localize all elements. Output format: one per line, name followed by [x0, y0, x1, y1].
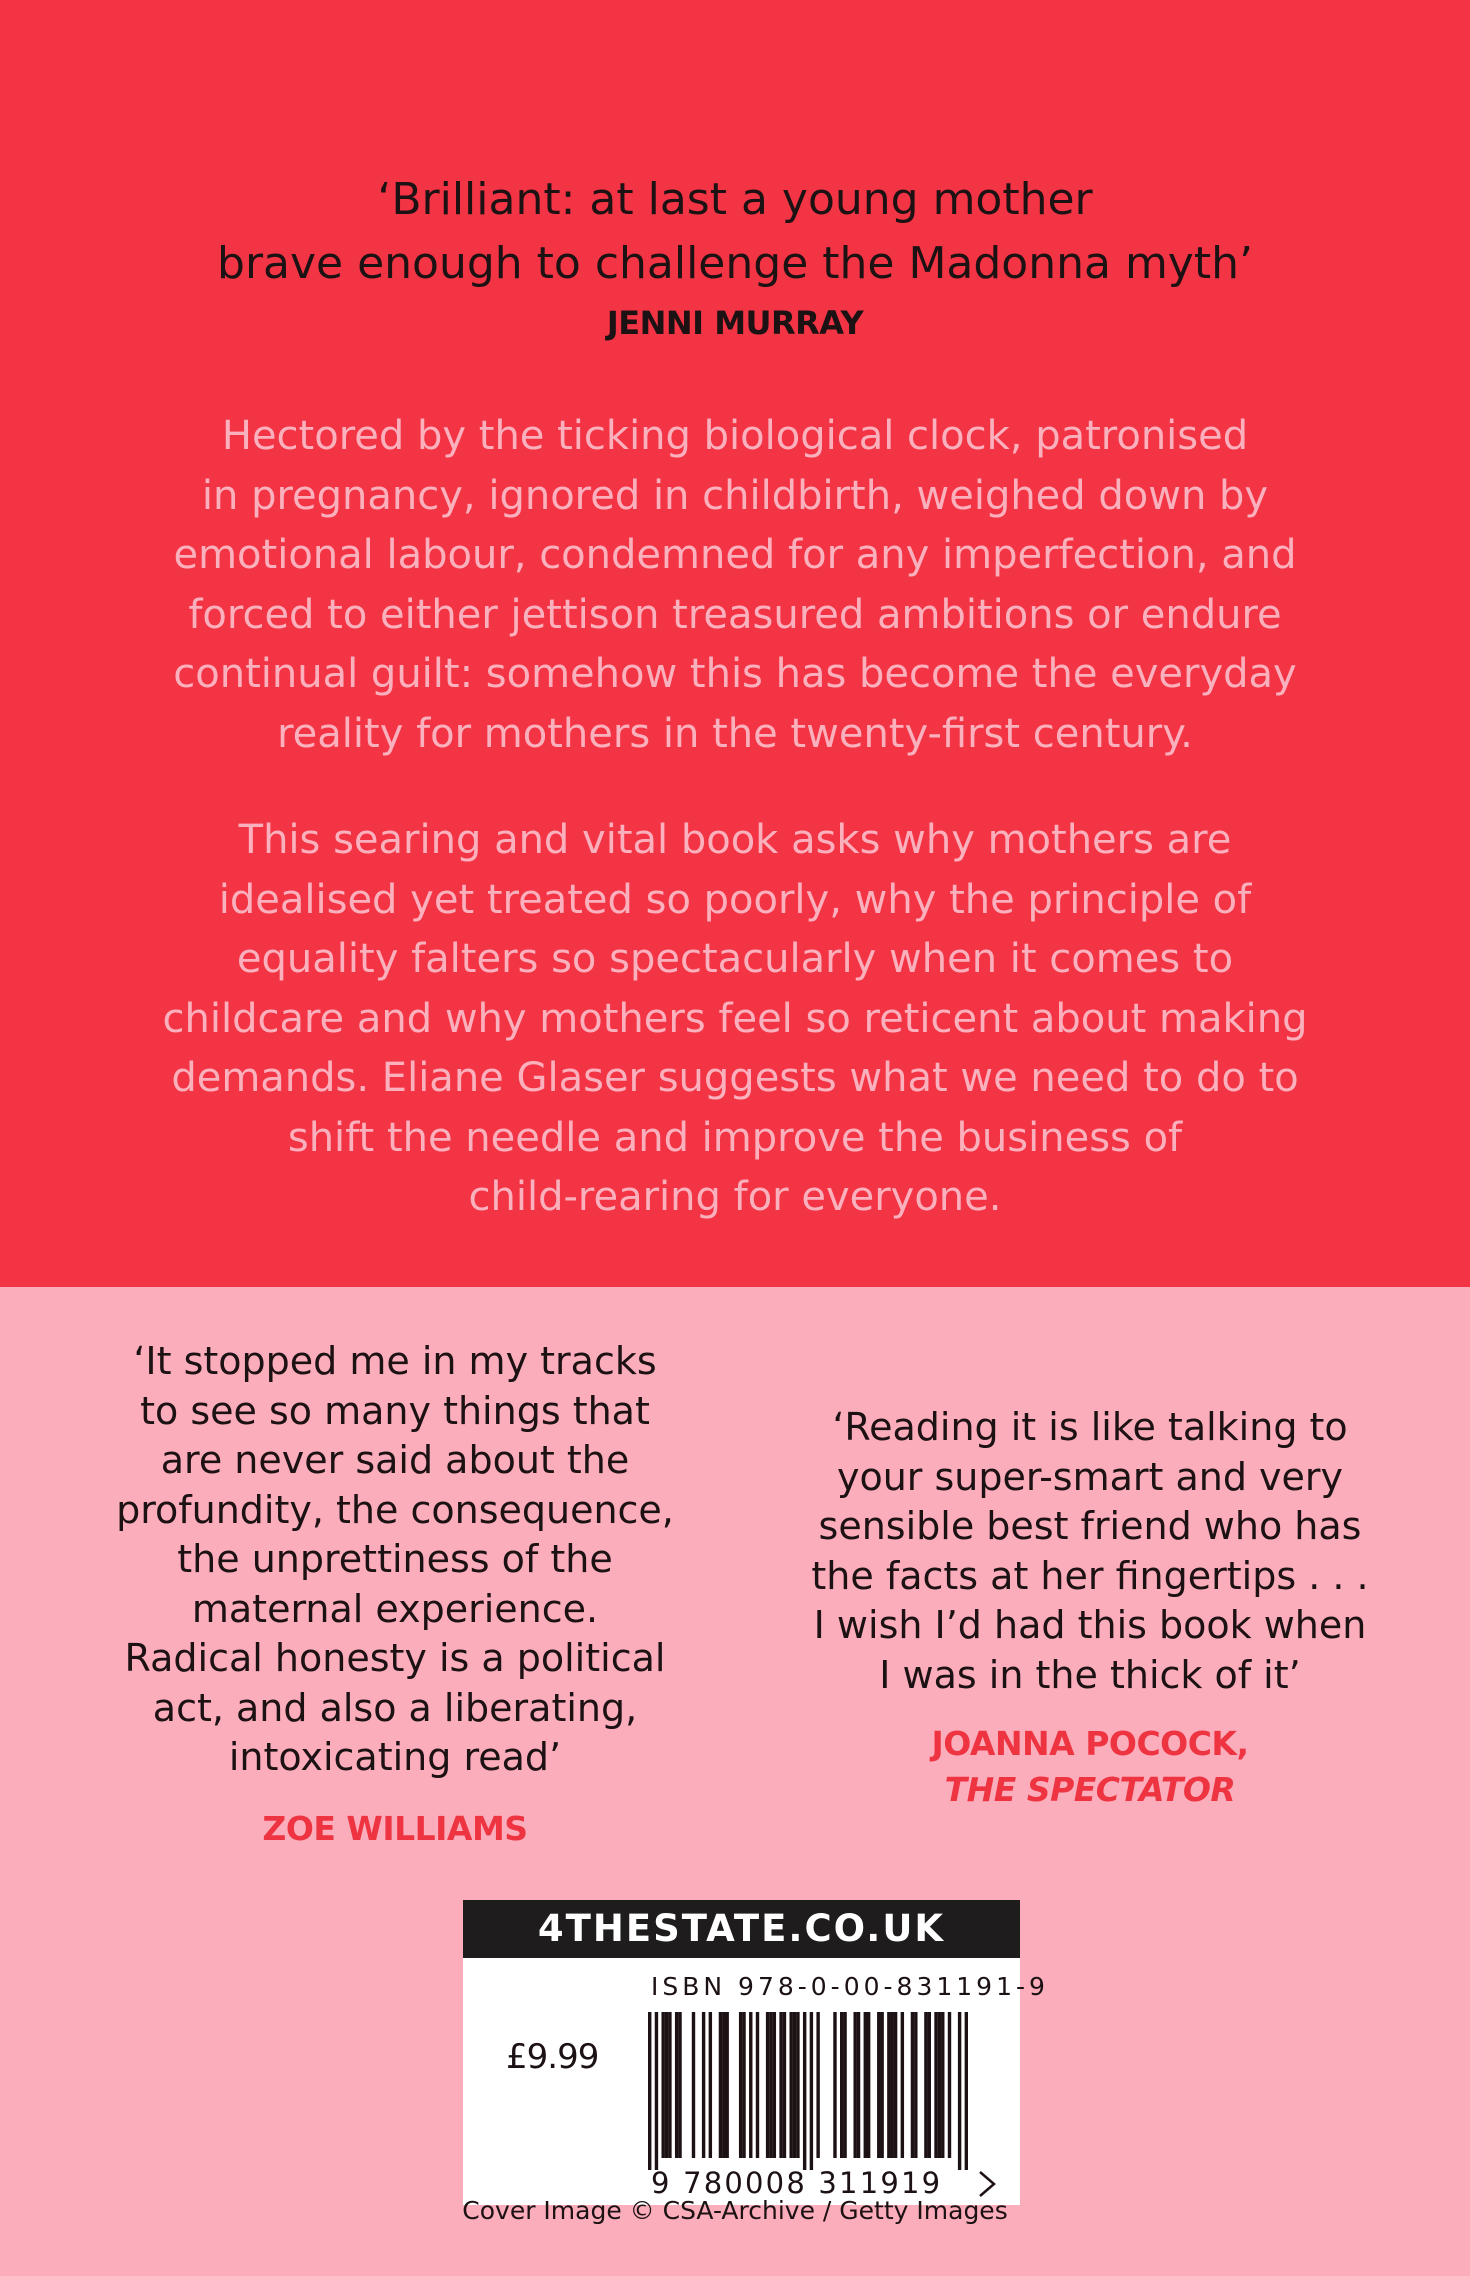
review-line: intoxicating read’	[228, 1735, 562, 1779]
barcode-bar	[675, 2012, 678, 2158]
review-left-attribution: ZOE WILLIAMS	[262, 1809, 528, 1848]
blurb-line: childcare and why mothers feel so reticent about making	[162, 995, 1308, 1042]
barcode-bar	[648, 2012, 651, 2170]
barcode-bar	[749, 2012, 752, 2158]
blurb-line: This searing and vital book asks why mothers are	[238, 817, 1232, 863]
barcode-bar	[773, 2012, 776, 2158]
review-line: your super-smart and very	[836, 1454, 1344, 1499]
barcode-bar	[793, 2012, 796, 2158]
barcode-bar	[833, 2012, 836, 2158]
barcode-bar	[766, 2012, 769, 2158]
review-line: maternal experience.	[191, 1586, 599, 1631]
review-line: Radical honesty is a political	[124, 1636, 666, 1680]
barcode-bar	[810, 2012, 813, 2170]
barcode-bar	[796, 2012, 799, 2158]
blurb-line: child-rearing for everyone.	[468, 1174, 1002, 1220]
review-line: I wish I’d had this book when	[813, 1603, 1367, 1647]
blurb-line: equality falters so spectacularly when it comes to	[236, 936, 1234, 982]
barcode-bar	[692, 2012, 695, 2158]
price-label: £9.99	[506, 2037, 599, 2077]
barcode-bar	[779, 2012, 782, 2158]
barcode-bar	[857, 2012, 860, 2158]
barcode-bar	[722, 2012, 725, 2158]
barcode-bar	[853, 2012, 856, 2158]
barcode-bar	[843, 2012, 846, 2158]
blurb-line: in pregnancy, ignored in childbirth, weighed down by	[201, 472, 1269, 519]
publisher-website[interactable]: 4THESTATE.CO.UK	[463, 1900, 1020, 1958]
reviewer-name: JOANNA POCOCK,	[931, 1724, 1249, 1763]
barcode-bar	[901, 2012, 904, 2158]
barcode-bar	[880, 2012, 883, 2158]
review-line: sensible best friend who has	[818, 1504, 1362, 1548]
barcode-bar	[911, 2012, 914, 2158]
review-line: are never said about the	[160, 1438, 630, 1482]
cover-image-credit: Cover Image © CSA-Archive / Getty Images	[462, 2196, 1008, 2225]
blurb-line: demands. Eliane Glaser suggests what we need to do to	[171, 1055, 1299, 1101]
blurb-line: forced to either jettison treasured ambitions or endure	[188, 591, 1282, 638]
barcode-bar	[789, 2012, 792, 2158]
barcode-bar	[816, 2012, 819, 2158]
barcode-bar	[928, 2012, 931, 2158]
review-line: I was in the thick of it’	[879, 1652, 1301, 1697]
headline-quote-attribution: JENNI MURRAY	[606, 304, 864, 342]
review-quote-left	[105, 1337, 685, 1783]
barcode-bar	[891, 2012, 894, 2158]
blurb-line: idealised yet treated so poorly, why the principle of	[218, 876, 1252, 923]
barcode-bar	[655, 2012, 658, 2170]
barcode-bar	[769, 2012, 772, 2158]
barcode-bar	[702, 2012, 705, 2158]
blurb-line: shift the needle and improve the business of	[287, 1114, 1183, 1161]
headline-quote-line: ‘Brilliant: at last a young mother	[377, 174, 1093, 225]
review-line: the facts at her fingertips . . .	[811, 1553, 1369, 1598]
blurb-line: reality for mothers in the twenty-first century.	[277, 710, 1193, 757]
review-line: the unprettiness of the	[177, 1537, 613, 1581]
headline-quote-line: brave enough to challenge the Madonna myth’	[217, 238, 1253, 289]
review-line: to see so many things that	[140, 1388, 650, 1433]
reviewer-publication: THE SPECTATOR	[944, 1770, 1236, 1809]
review-quote-right	[790, 1403, 1390, 1700]
barcode-digits: 9 780008 311919	[651, 2166, 943, 2200]
barcode-bar	[709, 2012, 712, 2158]
review-line: ‘It stopped me in my tracks	[133, 1339, 657, 1383]
barcode-bar	[938, 2012, 941, 2158]
headline-quote	[0, 168, 1470, 296]
barcode-box	[463, 1900, 1049, 2205]
barcode-bar	[867, 2012, 870, 2158]
barcode-bar	[783, 2012, 786, 2158]
barcode-bar	[894, 2012, 897, 2158]
barcode-bar	[877, 2012, 880, 2158]
barcode-bar	[742, 2012, 745, 2158]
barcode-bar	[678, 2012, 681, 2158]
review-right-attribution	[790, 1721, 1390, 1813]
blurb-paragraph-1	[80, 407, 1390, 764]
barcode-bar	[661, 2012, 664, 2158]
barcode-bar	[668, 2012, 671, 2158]
isbn-label: ISBN 978-0-00-831191-9	[651, 1972, 1049, 2001]
barcode-bar	[725, 2012, 728, 2158]
blurb-line: emotional labour, condemned for any imperfection, and	[173, 532, 1297, 578]
review-line: profundity, the consequence,	[116, 1487, 674, 1532]
barcode-bar	[941, 2012, 944, 2158]
barcode-bar	[914, 2012, 917, 2158]
barcode-bar	[924, 2012, 927, 2158]
barcode-bar	[840, 2012, 843, 2158]
barcode-bar	[965, 2012, 968, 2170]
blurb-line: continual guilt: somehow this has become the everyday	[173, 651, 1297, 697]
barcode-bar	[756, 2012, 759, 2158]
barcode-bar	[887, 2012, 890, 2158]
barcode-bar	[719, 2012, 722, 2158]
barcode-image	[648, 2012, 968, 2170]
barcode-bar	[948, 2012, 951, 2158]
review-line: ‘Reading it is like talking to	[832, 1405, 1348, 1449]
barcode-bar	[934, 2012, 937, 2158]
barcode-bar	[803, 2012, 806, 2170]
blurb-paragraph-2	[80, 811, 1390, 1228]
barcode-bar	[739, 2012, 742, 2158]
review-line: act, and also a liberating,	[152, 1685, 638, 1730]
barcode-bar	[864, 2012, 867, 2158]
barcode-bar	[665, 2012, 668, 2158]
blurb-line: Hectored by the ticking biological clock, patronised	[221, 413, 1249, 459]
barcode-bar	[958, 2012, 961, 2170]
